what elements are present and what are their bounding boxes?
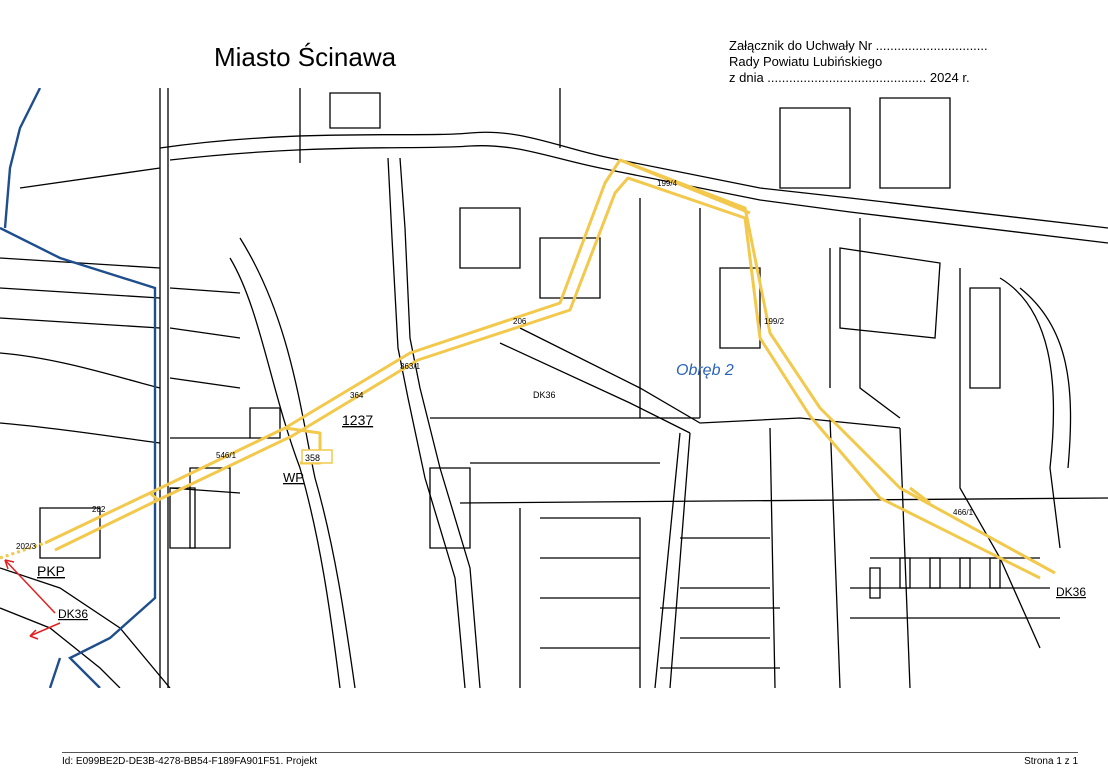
parcel-label: 199/4 <box>657 179 678 188</box>
label-358: 358 <box>305 453 321 463</box>
note-line-3: z dnia ............................................ 2024 r. <box>729 70 970 85</box>
label-1237: 1237 <box>342 412 374 428</box>
note-line-2: Rady Powiatu Lubińskiego <box>729 54 883 69</box>
district-label: Obręb 2 <box>676 362 734 379</box>
footer-divider <box>62 752 1078 753</box>
parcel-label: 206 <box>513 317 527 326</box>
label-dk36-mid: DK36 <box>533 390 556 400</box>
page-number: Strona 1 z 1 <box>1024 756 1078 767</box>
district-boundary <box>0 88 155 688</box>
highlighted-roads <box>0 160 1055 578</box>
parcel-label: 546/1 <box>216 451 237 460</box>
label-wp: WP <box>283 470 304 485</box>
parcel-label: 282 <box>92 505 106 514</box>
resolution-note <box>729 38 988 86</box>
parcel-label: 466/1 <box>953 508 974 517</box>
page-title: Miasto Ścinawa <box>214 42 397 72</box>
document-id: Id: E099BE2D-DE3B-4278-BB54-F189FA901F51. Projekt <box>62 756 318 767</box>
cadastral-map <box>0 88 1108 688</box>
note-line-1: Załącznik do Uchwały Nr ............................... <box>729 38 988 53</box>
parcel-label: 363/1 <box>400 362 421 371</box>
label-dk36-left: DK36 <box>58 607 89 621</box>
parcel-label: 364 <box>350 391 364 400</box>
parcel-label: 199/2 <box>764 317 785 326</box>
label-dk36-right: DK36 <box>1056 585 1087 599</box>
parcel-label: 202/3 <box>16 542 37 551</box>
label-pkp: PKP <box>37 563 66 579</box>
parcel-lines <box>0 88 1108 688</box>
